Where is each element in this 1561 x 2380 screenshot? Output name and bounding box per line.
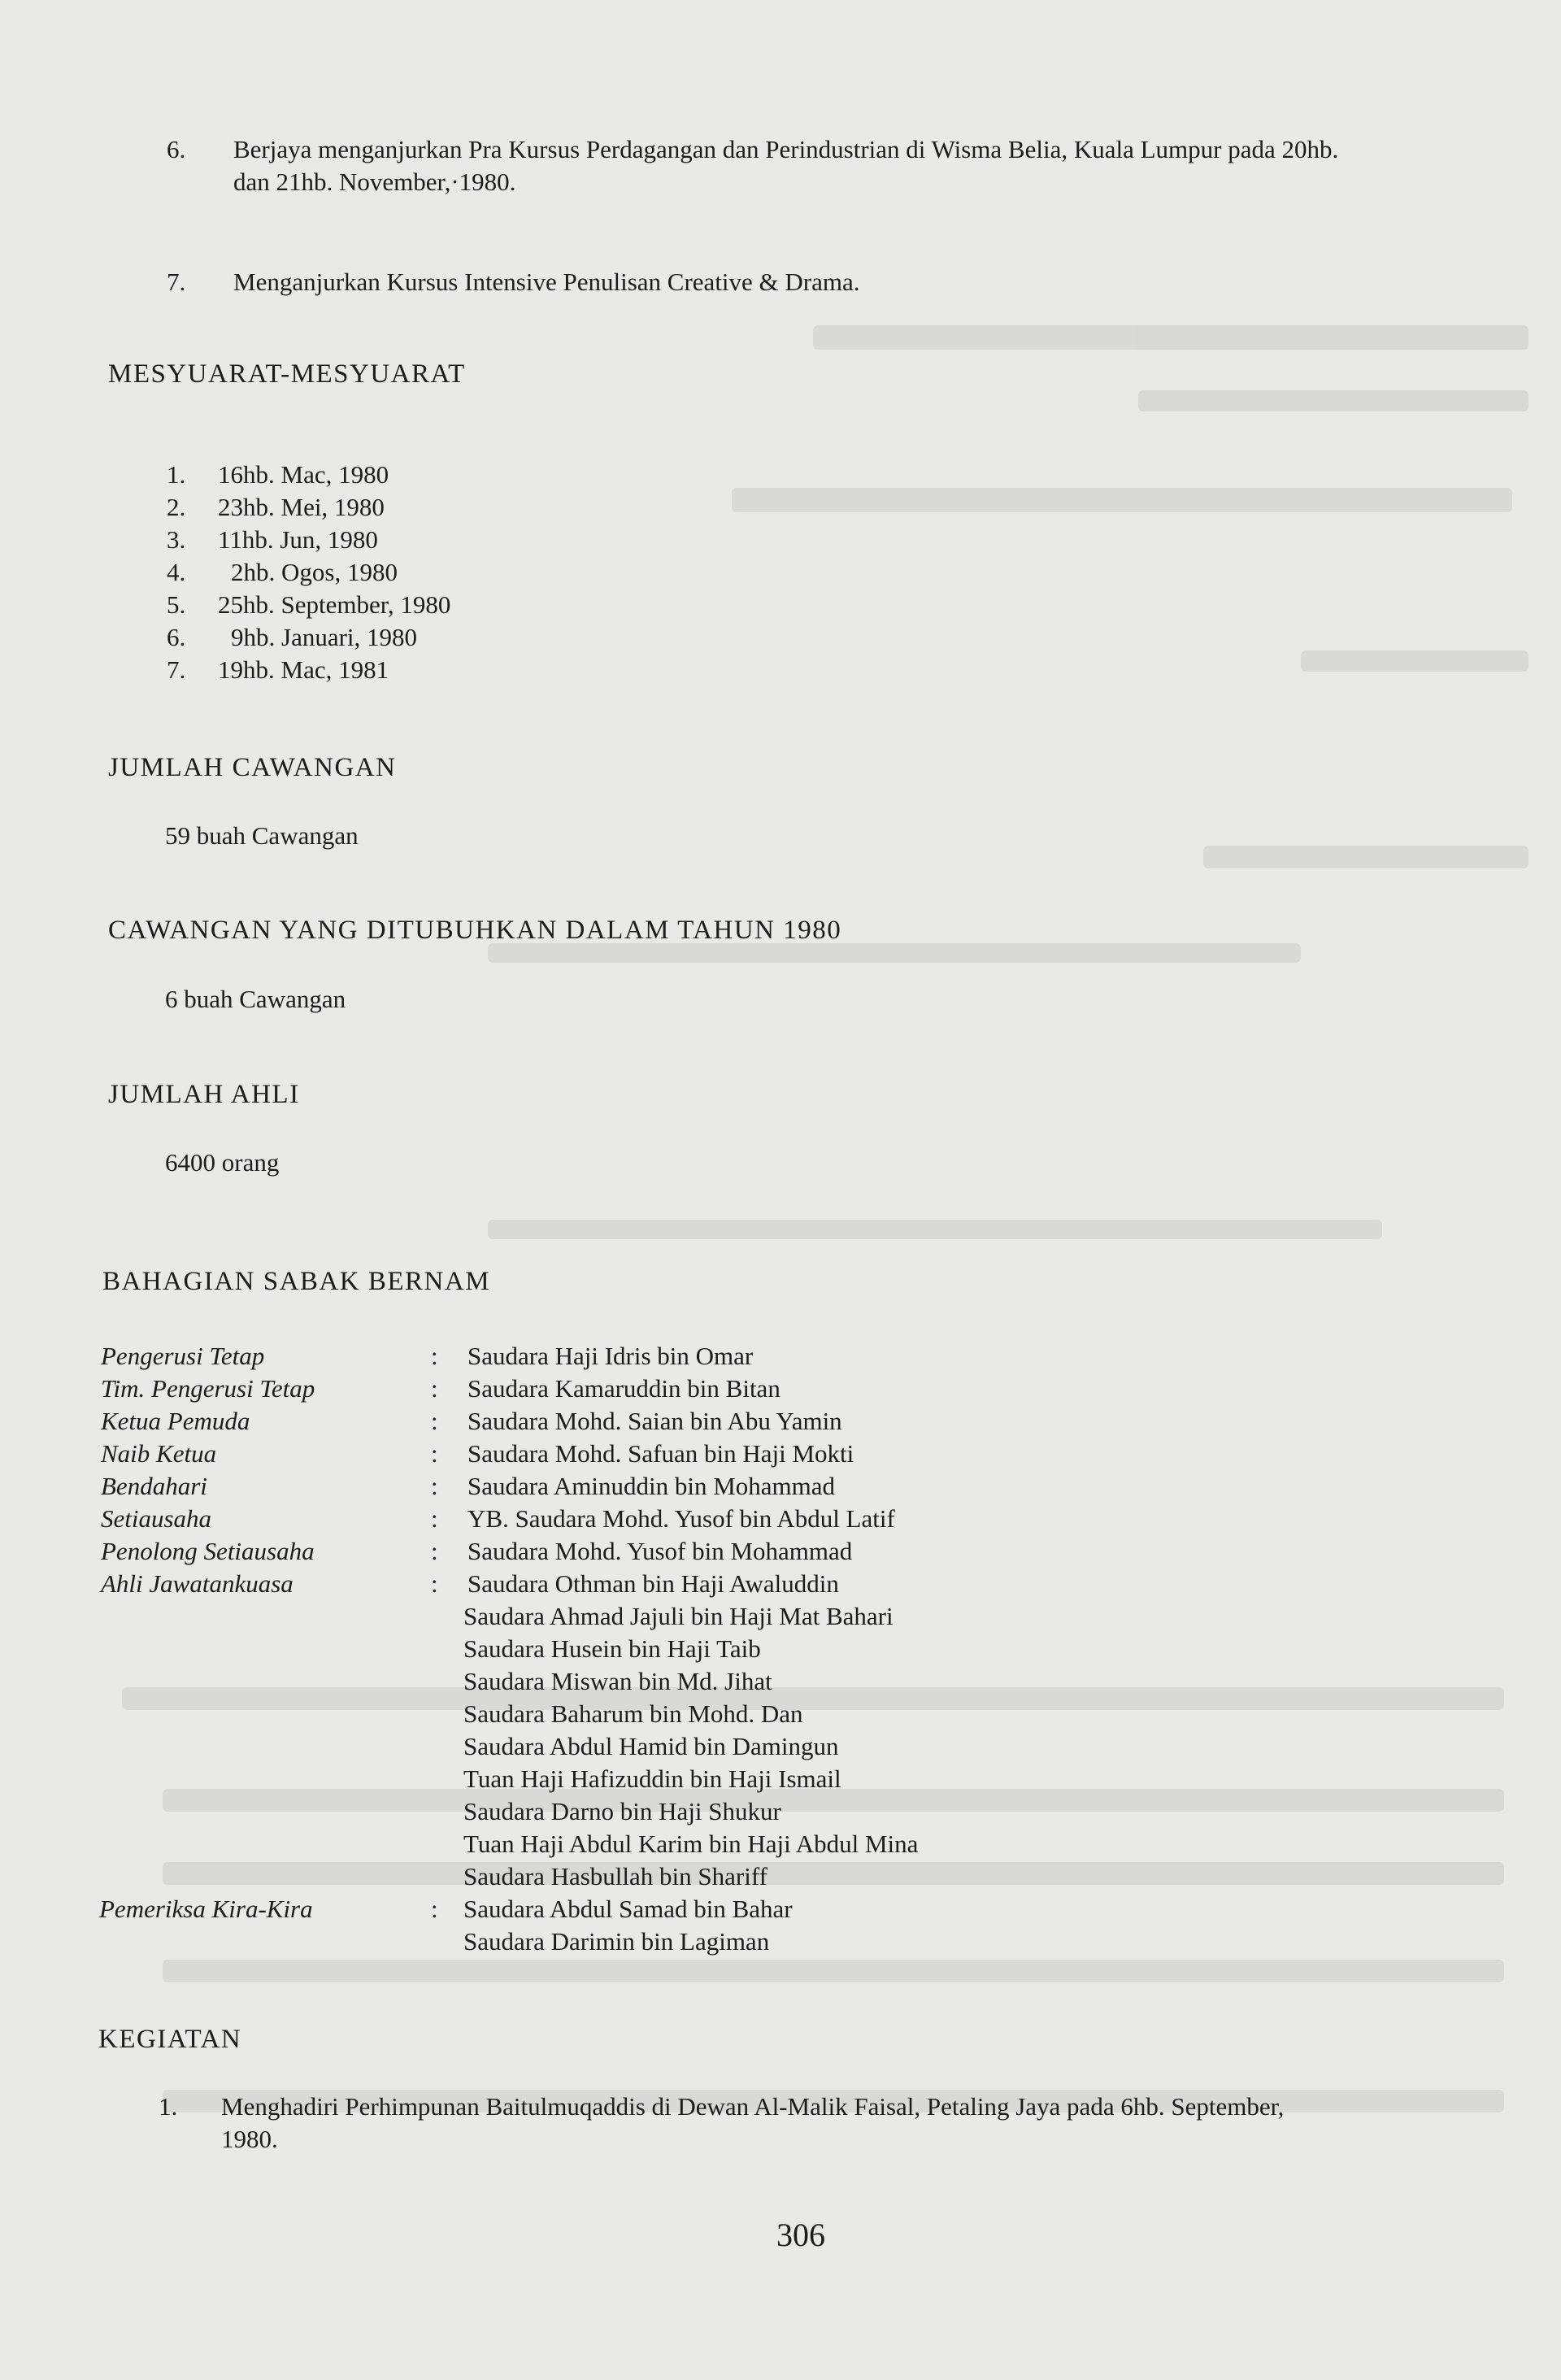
meeting-number: 7. bbox=[167, 655, 186, 684]
meeting-number: 1. bbox=[167, 460, 186, 489]
role-label: Bendahari bbox=[101, 1472, 207, 1500]
member-name: Saudara Mohd. Saian bin Abu Yamin bbox=[467, 1407, 842, 1435]
kegiatan-heading: KEGIATAN bbox=[98, 2025, 242, 2054]
role-label: Setiausaha bbox=[101, 1504, 212, 1533]
role-label: Pengerusi Tetap bbox=[101, 1342, 265, 1370]
member-name: Tuan Haji Abdul Karim bin Haji Abdul Mina bbox=[463, 1830, 919, 1858]
member-name: Saudara Mohd. Safuan bin Haji Mokti bbox=[467, 1439, 854, 1468]
role-colon: : bbox=[431, 1342, 438, 1370]
role-label: Ketua Pemuda bbox=[101, 1407, 250, 1435]
member-name: Saudara Darimin bin Lagiman bbox=[463, 1927, 770, 1956]
role-colon: : bbox=[431, 1407, 438, 1435]
meeting-date: 11hb. Jun, 1980 bbox=[218, 525, 378, 554]
meeting-number: 3. bbox=[167, 525, 186, 554]
jumlah-cawangan-value: 59 buah Cawangan bbox=[165, 821, 359, 850]
meeting-date: 9hb. Januari, 1980 bbox=[231, 623, 418, 651]
role-colon: : bbox=[431, 1569, 438, 1598]
role-label: Pemeriksa Kira-Kira bbox=[99, 1895, 313, 1923]
kegiatan-item-line1: Menghadiri Perhimpunan Baitulmuqaddis di Dewan Al-Malik Faisal, Petaling Jaya pada 6hb. September, bbox=[221, 2092, 1285, 2121]
member-name: Saudara Abdul Samad bin Bahar bbox=[463, 1895, 793, 1923]
role-colon: : bbox=[431, 1472, 438, 1500]
meeting-date: 25hb. September, 1980 bbox=[218, 590, 451, 619]
meeting-number: 4. bbox=[167, 558, 186, 586]
role-colon: : bbox=[431, 1537, 438, 1565]
role-label: Tim. Pengerusi Tetap bbox=[101, 1374, 315, 1403]
member-name: Saudara Hasbullah bin Shariff bbox=[463, 1862, 767, 1891]
meeting-date: 2hb. Ogos, 1980 bbox=[231, 558, 398, 586]
member-name: Saudara Haji Idris bin Omar bbox=[467, 1342, 754, 1370]
member-name: Saudara Ahmad Jajuli bin Haji Mat Bahari bbox=[463, 1602, 894, 1630]
member-name: Saudara Mohd. Yusof bin Mohammad bbox=[467, 1537, 853, 1565]
role-colon: : bbox=[431, 1504, 438, 1533]
role-label: Penolong Setiausaha bbox=[101, 1537, 315, 1565]
kegiatan-item-number: 1. bbox=[159, 2092, 178, 2121]
member-name: Tuan Haji Hafizuddin bin Haji Ismail bbox=[463, 1764, 841, 1793]
meeting-date: 19hb. Mac, 1981 bbox=[218, 655, 389, 684]
jumlah-ahli-value: 6400 orang bbox=[165, 1148, 280, 1177]
member-name: Saudara Kamaruddin bin Bitan bbox=[467, 1374, 780, 1403]
member-name: Saudara Miswan bin Md. Jihat bbox=[463, 1667, 772, 1695]
member-name: Saudara Othman bin Haji Awaluddin bbox=[467, 1569, 839, 1598]
role-colon: : bbox=[431, 1374, 438, 1403]
member-name: Saudara Husein bin Haji Taib bbox=[463, 1634, 761, 1663]
member-name: Saudara Aminuddin bin Mohammad bbox=[467, 1472, 836, 1500]
item-6-text-line1: Berjaya menganjurkan Pra Kursus Perdagangan dan Perindustrian di Wisma Belia, Kuala Lumpur pada 20hb. bbox=[233, 135, 1339, 163]
member-name: YB. Saudara Mohd. Yusof bin Abdul Latif bbox=[467, 1504, 895, 1533]
role-colon: : bbox=[431, 1895, 438, 1923]
meeting-number: 5. bbox=[167, 590, 186, 619]
item-6-number: 6. bbox=[167, 135, 186, 163]
cawangan-ditubuhkan-heading: CAWANGAN YANG DITUBUHKAN DALAM TAHUN 1980 bbox=[108, 916, 842, 945]
bahagian-heading: BAHAGIAN SABAK BERNAM bbox=[102, 1267, 491, 1296]
jumlah-cawangan-heading: JUMLAH CAWANGAN bbox=[108, 753, 397, 782]
meeting-date: 23hb. Mei, 1980 bbox=[218, 493, 385, 521]
kegiatan-item-line2: 1980. bbox=[221, 2125, 278, 2153]
page-number: 306 bbox=[776, 2217, 825, 2253]
role-colon: : bbox=[431, 1439, 438, 1468]
meeting-number: 6. bbox=[167, 623, 186, 651]
item-6-text-line2: dan 21hb. November,·1980. bbox=[233, 168, 516, 196]
jumlah-ahli-heading: JUMLAH AHLI bbox=[108, 1080, 300, 1109]
mesyuarat-heading: MESYUARAT-MESYUARAT bbox=[108, 359, 466, 389]
role-label: Ahli Jawatankuasa bbox=[101, 1569, 294, 1598]
meeting-number: 2. bbox=[167, 493, 186, 521]
cawangan-ditubuhkan-value: 6 buah Cawangan bbox=[165, 985, 346, 1013]
meeting-date: 16hb. Mac, 1980 bbox=[218, 460, 389, 489]
role-label: Naib Ketua bbox=[101, 1439, 217, 1468]
item-7-text: Menganjurkan Kursus Intensive Penulisan Creative & Drama. bbox=[233, 268, 860, 296]
member-name: Saudara Abdul Hamid bin Damingun bbox=[463, 1732, 839, 1760]
item-7-number: 7. bbox=[167, 268, 186, 296]
member-name: Saudara Darno bin Haji Shukur bbox=[463, 1797, 781, 1825]
member-name: Saudara Baharum bin Mohd. Dan bbox=[463, 1699, 803, 1728]
